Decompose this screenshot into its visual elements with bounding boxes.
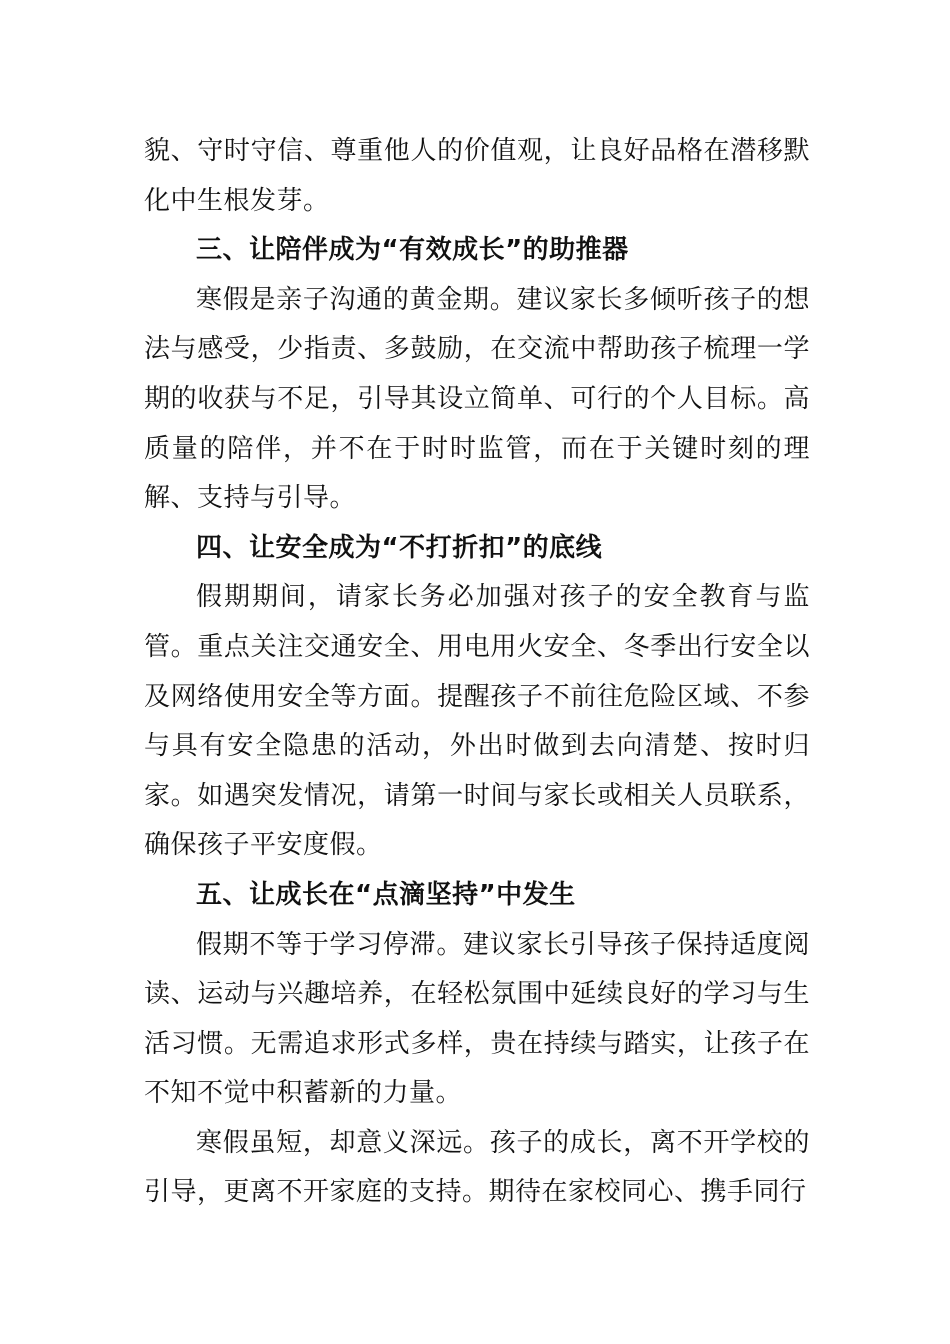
document-body xyxy=(144,127,810,1218)
section-heading-3: 三、让陪伴成为“有效成长”的助推器 xyxy=(196,235,629,266)
paragraph-closing: 寒假虽短，却意义深远。孩子的成长，离不开学校的引导，更离不开家庭的支持。期待在家校同心、携手同行 xyxy=(144,1127,810,1208)
paragraph-safety: 假期期间，请家长务必加强对孩子的安全教育与监管。重点关注交通安全、用电用火安全、冬季出行安全以及网络使用安全等方面。提醒孩子不前往危险区域、不参与具有安全隐患的活动，外出时做到去向清楚、按时归家。如遇突发情况，请第一时间与家长或相关人员联系，确保孩子平安度假。 xyxy=(144,582,810,861)
paragraph-growth: 假期不等于学习停滞。建议家长引导孩子保持适度阅读、运动与兴趣培养，在轻松氛围中延续良好的学习与生活习惯。无需追求形式多样，贵在持续与踏实，让孩子在不知不觉中积蓄新的力量。 xyxy=(144,929,810,1109)
section-heading-5: 五、让成长在“点滴坚持”中发生 xyxy=(196,879,576,910)
section-heading-4: 四、让安全成为“不打折扣”的底线 xyxy=(196,532,603,563)
paragraph-companionship: 寒假是亲子沟通的黄金期。建议家长多倾听孩子的想法与感受，少指责、多鼓励，在交流中帮助孩子梳理一学期的收获与不足，引导其设立简单、可行的个人目标。高质量的陪伴，并不在于时时监管，而在于关键时刻的理解、支持与引导。 xyxy=(144,284,810,514)
paragraph-continued: 貌、守时守信、尊重他人的价值观，让良好品格在潜移默化中生根发芽。 xyxy=(144,136,810,216)
